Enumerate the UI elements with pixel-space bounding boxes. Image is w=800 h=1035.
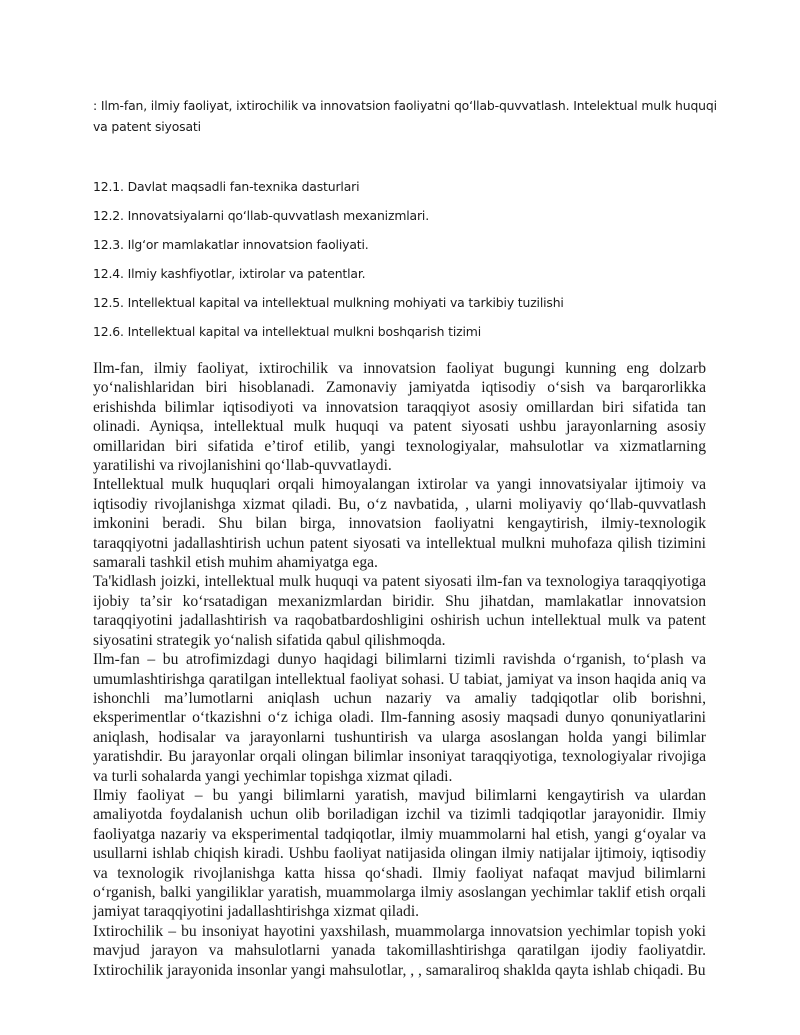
paragraph: Ilmiy faoliyat – bu yangi bilimlarni yaratish, mavjud bilimlarni kengaytirish va ulardan amaliyotda foydalanish uchun olib boriladigan izchil va tizimli tadqiqotlar jarayonidir. Ilmiy faoliyatga nazariy va eksperimental tadqiqotlar, ilmiy muammolarni hal etish, yangi gʻoyalar va usullarni ishlab chiqish kiradi. Ushbu faoliyat natijasida olingan ilmiy natijalar ijtimoiy, iqtisodiy va texnologik rivojlanishga katta hissa qoʻshadi. Ilmiy faoliyat nafaqat mavjud bilimlarni oʻrganish, balki yangiliklar yaratish, muammolarga ilmiy asoslangan yechimlar taklif etish orqali jamiyat taraqqiyotini jadallashtirishga xizmat qiladi. xyxy=(93,786,706,921)
table-of-contents xyxy=(93,176,723,350)
paragraph: Intellektual mulk huquqlari orqali himoyalangan ixtirolar va yangi innovatsiyalar ijtimoiy va iqtisodiy rivojlanishga xizmat qiladi. Bu, oʻz navbatida, , ularni moliyaviy qoʻllab-quvvatlash imkonini beradi. Shu bilan birga, innovatsion faoliyatni kengaytirish, ilmiy-texnologik taraqqiyotni jadallashtirish uchun patent siyosati va intellektual mulkni muhofaza qilish tizimini samarali tashkil etish muhim ahamiyatga ega. xyxy=(93,476,706,572)
body-text xyxy=(93,359,706,980)
paragraph: Ilm-fan, ilmiy faoliyat, ixtirochilik va innovatsion faoliyat bugungi kunning eng dolzarb yoʻnalishlaridan biri hisoblanadi. Zamonaviy jamiyatda iqtisodiy oʻsish va barqarorlikka erishishda bilimlar iqtisodiyoti va innovatsion taraqqiyot asosiy omillardan biri sifatida tan olinadi. Ayniqsa, intellektual mulk huquqi va patent siyosati ushbu jarayonlarning asosiy omillaridan biri sifatida eʼtirof etilib, yangi texnologiyalar, mahsulotlar va xizmatlarning yaratilishi va rivojlanishini qoʻllab-quvvatlaydi. xyxy=(93,360,706,475)
toc-item: 12.3. Ilgʻor mamlakatlar innovatsion faoliyati. xyxy=(93,237,369,252)
toc-item: 12.4. Ilmiy kashfiyotlar, ixtirolar va patentlar. xyxy=(93,266,366,281)
toc-item: 12.1. Davlat maqsadli fan-texnika dasturlari xyxy=(93,179,360,194)
toc-item: 12.2. Innovatsiyalarni qoʻllab-quvvatlash mexanizmlari. xyxy=(93,208,430,223)
document-heading: : Ilm-fan, ilmiy faoliyat, ixtirochilik va innovatsion faoliyatni qoʻllab-quvvatlash. Intelektual mulk huquqi va patent siyosati xyxy=(93,98,717,134)
toc-item: 12.6. Intellektual kapital va intellektual mulkni boshqarish tizimi xyxy=(93,324,482,339)
paragraph: Ilm-fan – bu atrofimizdagi dunyo haqidagi bilimlarni tizimli ravishda oʻrganish, toʻplash va umumlashtirishga qaratilgan intellektual faoliyat sohasi. U tabiat, jamiyat va inson haqida aniq va ishonchli maʼlumotlarni aniqlash uchun nazariy va amaliy tadqiqotlar olib borishni, eksperimentlar oʻtkazishni oʻz ichiga oladi. Ilm-fanning asosiy maqsadi dunyo qonuniyatlarini aniqlash, hodisalar va jarayonlarni tushuntirish va ularga asoslangan holda yangi bilimlar yaratishdir. Bu jarayonlar orqali olingan bilimlar insoniyat taraqqiyotiga, texnologiyalar rivojiga va turli sohalarda yangi yechimlar topishga xizmat qiladi. xyxy=(93,651,706,785)
paragraph: Ixtirochilik – bu insoniyat hayotini yaxshilash, muammolarga innovatsion yechimlar topish yoki mavjud jarayon va mahsulotlarni yanada takomillashtirishga qaratilgan ijodiy faoliyatdir. Ixtirochilik jarayonida insonlar yangi mahsulotlar, , , samaraliroq shaklda qayta ishlab chiqadi. Bu xyxy=(93,922,706,979)
toc-item: 12.5. Intellektual kapital va intellektual mulkning mohiyati va tarkibiy tuzilishi xyxy=(93,295,564,310)
paragraph: Ta'kidlash joizki, intellektual mulk huquqi va patent siyosati ilm-fan va texnologiya taraqqiyotiga ijobiy taʼsir koʻrsatadigan mexanizmlardan biridir. Shu jihatdan, mamlakatlar innovatsion taraqqiyotini jadallashtirish va raqobatbardoshligini oshirish uchun intellektual mulk va patent siyosatini strategik yoʻnalish sifatida qabul qilishmoqda. xyxy=(93,573,706,649)
